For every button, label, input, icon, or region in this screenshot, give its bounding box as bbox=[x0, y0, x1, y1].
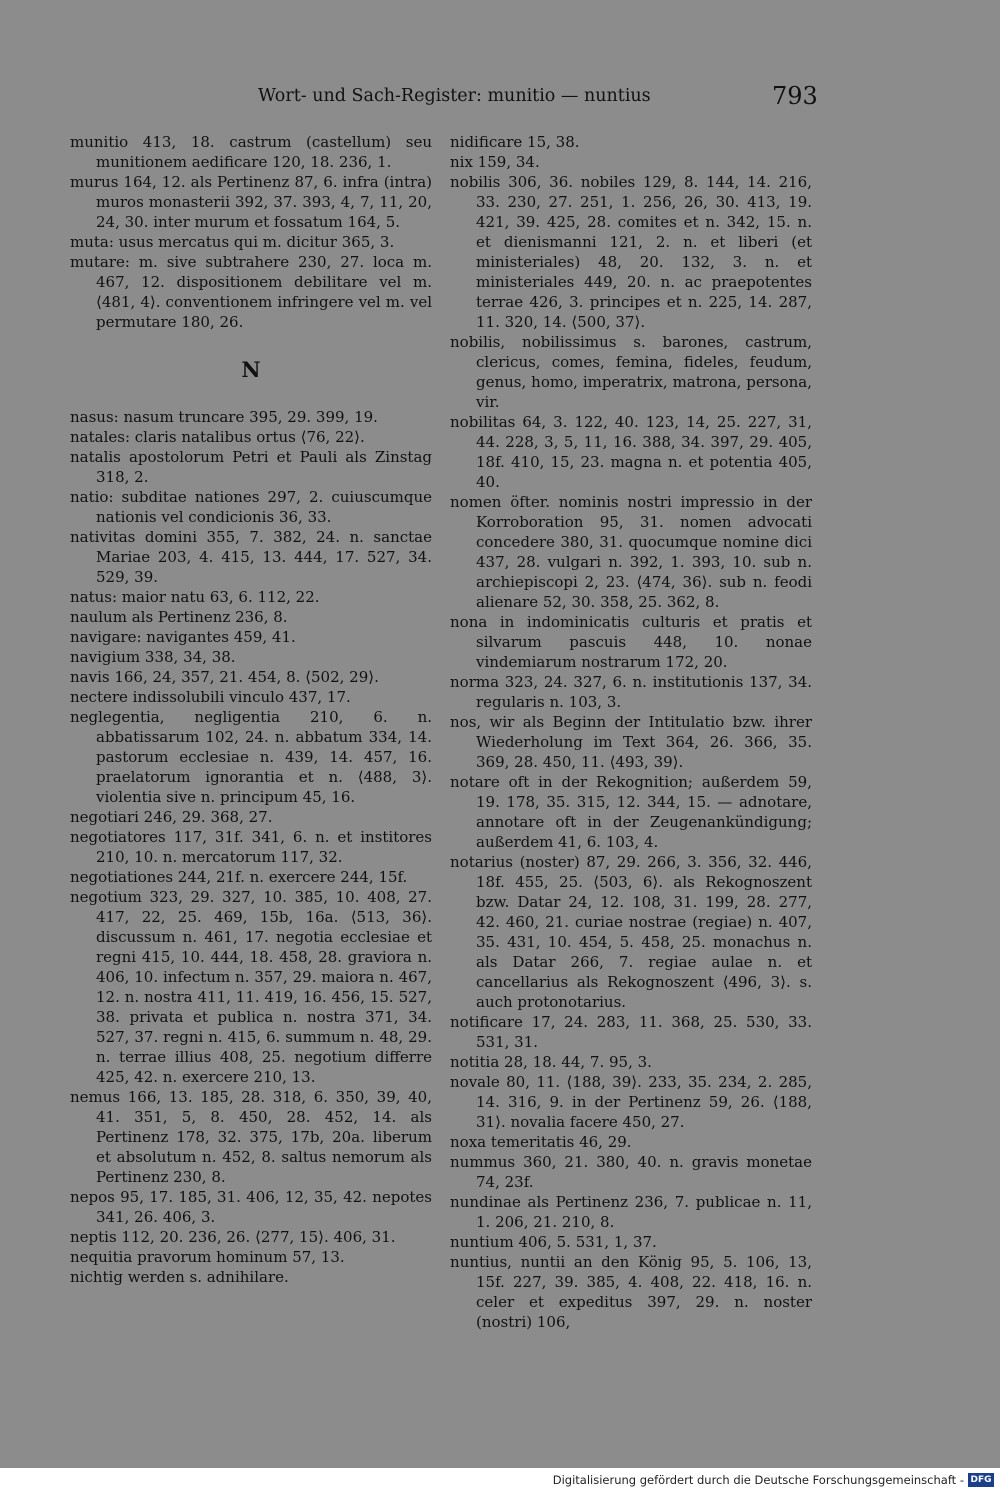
index-entry: neglegentia, negligentia 210, 6. n. abbatissarum 102, 24. n. abbatum 334, 14. pastorum ecclesiae n. 439, 14. 457, 16. praelatorum ignorantia et n. ⟨488, 3⟩. violentia sive n. principum 45, 16. bbox=[70, 708, 432, 806]
index-entry: naulum als Pertinenz 236, 8. bbox=[70, 608, 288, 626]
index-entry: negotiatores 117, 31f. 341, 6. n. et institores 210, 10. n. mercatorum 117, 32. bbox=[70, 828, 432, 866]
index-entry: notarius (noster) 87, 29. 266, 3. 356, 32. 446, 18f. 455, 25. ⟨503, 6⟩. als Rekognoszent bzw. Datar 24, 12. 108, 31. 199, 28. 277, 42. 460, 21. curiae nostrae (regiae) n. 407, 35. 431, 10. 454, 5. 458, 25. monachus n. als Datar 266, 7. regiae aulae n. et cancellarius als Rekognoszent ⟨496, 3⟩. s. auch protonotarius. bbox=[450, 853, 812, 1011]
index-entry: natus: maior natu 63, 6. 112, 22. bbox=[70, 588, 320, 606]
left-column bbox=[70, 132, 432, 1287]
index-entry: nona in indominicatis culturis et pratis et silvarum pascuis 448, 10. nonae vindemiarum nostrarum 172, 20. bbox=[450, 613, 812, 671]
index-entry: nectere indissolubili vinculo 437, 17. bbox=[70, 688, 351, 706]
index-entry: nummus 360, 21. 380, 40. n. gravis monetae 74, 23f. bbox=[450, 1153, 812, 1191]
index-entry: nemus 166, 13. 185, 28. 318, 6. 350, 39, 40, 41. 351, 5, 8. 450, 28. 452, 14. als Pertinenz 178, 32. 375, 17b, 20a. liberum et absolutum n. 452, 8. saltus nemorum als Pertinenz 230, 8. bbox=[70, 1088, 432, 1186]
index-entry: negotium 323, 29. 327, 10. 385, 10. 408, 27. 417, 22, 25. 469, 15b, 16a. ⟨513, 36⟩. discussum n. 461, 17. negotia ecclesiae et regni 415, 10. 444, 18. 458, 28. graviora n. 406, 10. infectum n. 357, 29. maiora n. 467, 12. n. nostra 411, 11. 419, 16. 456, 15. 527, 38. privata et publica n. nostra 371, 34. 527, 37. regni n. 415, 6. summum n. 48, 29. n. terrae illius 408, 25. negotium differre 425, 42. n. exercere 210, 13. bbox=[70, 888, 432, 1086]
index-entry: nequitia pravorum hominum 57, 13. bbox=[70, 1248, 345, 1266]
index-entry: negotiari 246, 29. 368, 27. bbox=[70, 808, 273, 826]
index-entry: nobilis, nobilissimus s. barones, castrum, clericus, comes, femina, fideles, feudum, genus, homo, imperatrix, matrona, persona, vir. bbox=[450, 333, 812, 411]
index-entry: nativitas domini 355, 7. 382, 24. n. sanctae Mariae 203, 4. 415, 13. 444, 17. 527, 34. 529, 39. bbox=[70, 528, 432, 586]
funding-notice: Digitalisierung gefördert durch die Deutsche Forschungsgemeinschaft - bbox=[552, 1473, 964, 1487]
index-entry: nobilitas 64, 3. 122, 40. 123, 14, 25. 227, 31, 44. 228, 3, 5, 11, 16. 388, 34. 397, 29. 405, 18f. 410, 15, 23. magna n. et potentia 405, 40. bbox=[450, 413, 812, 491]
index-entry: norma 323, 24. 327, 6. n. institutionis 137, 34. regularis n. 103, 3. bbox=[450, 673, 812, 711]
index-entry: nos, wir als Beginn der Intitulatio bzw. ihrer Wiederholung im Text 364, 26. 366, 35. 369, 28. 450, 11. ⟨493, 39⟩. bbox=[450, 713, 812, 771]
index-entry: nomen öfter. nominis nostri impressio in der Korroboration 95, 31. nomen advocati concedere 380, 31. quocumque nomine dici 437, 28. vulgari n. 392, 1. 393, 10. sub n. archiepiscopi 2, 23. ⟨474, 36⟩. sub n. feodi alienare 52, 30. 358, 25. 362, 8. bbox=[450, 493, 812, 611]
index-entry: natio: subditae nationes 297, 2. cuiuscumque nationis vel condicionis 36, 33. bbox=[70, 488, 432, 526]
index-entry: navigare: navigantes 459, 41. bbox=[70, 628, 296, 646]
index-entry: navis 166, 24, 357, 21. 454, 8. ⟨502, 29⟩. bbox=[70, 668, 379, 686]
index-entry: nobilis 306, 36. nobiles 129, 8. 144, 14. 216, 33. 230, 27. 251, 1. 256, 26, 30. 413, 19. 421, 39. 425, 28. comites et n. 342, 15. n. et dienismanni 121, 2. n. et liberi (et ministeriales) 48, 20. 132, 3. n. et ministeriales 449, 20. n. ac praepotentes terrae 426, 3. principes et n. 225, 14. 287, 11. 320, 14. ⟨500, 37⟩. bbox=[450, 173, 812, 331]
index-entry: nidificare 15, 38. bbox=[450, 133, 580, 151]
index-entry: notitia 28, 18. 44, 7. 95, 3. bbox=[450, 1053, 652, 1071]
index-entry: natalis apostolorum Petri et Pauli als Zinstag 318, 2. bbox=[70, 448, 432, 486]
index-entry: noxa temeritatis 46, 29. bbox=[450, 1133, 632, 1151]
index-entry: neptis 112, 20. 236, 26. ⟨277, 15⟩. 406, 31. bbox=[70, 1228, 396, 1246]
index-entry: nix 159, 34. bbox=[450, 153, 540, 171]
index-entry: nuntium 406, 5. 531, 1, 37. bbox=[450, 1233, 657, 1251]
footer-bar bbox=[0, 1468, 1000, 1493]
index-entry: murus 164, 12. als Pertinenz 87, 6. infra (intra) muros monasterii 392, 37. 393, 4, 7, 11, 20, 24, 30. inter murum et fossatum 164, 5. bbox=[70, 173, 432, 231]
index-entry: nundinae als Pertinenz 236, 7. publicae n. 11, 1. 206, 21. 210, 8. bbox=[450, 1193, 812, 1231]
index-entry: novale 80, 11. ⟨188, 39⟩. 233, 35. 234, 2. 285, 14. 316, 9. in der Pertinenz 59, 26. ⟨188, 31⟩. novalia facere 450, 27. bbox=[450, 1073, 812, 1131]
index-entry: negotiationes 244, 21f. n. exercere 244, 15f. bbox=[70, 868, 408, 886]
dfg-logo-icon: DFG bbox=[968, 1473, 994, 1487]
section-letter-heading: N bbox=[241, 357, 261, 382]
index-entry: notare oft in der Rekognition; außerdem 59, 19. 178, 35. 315, 12. 344, 15. — adnotare, annotare oft in der Zeugenankündigung; außerdem 41, 6. 103, 4. bbox=[450, 773, 812, 851]
index-entry: nichtig werden s. adnihilare. bbox=[70, 1268, 289, 1286]
index-entry: nasus: nasum truncare 395, 29. 399, 19. bbox=[70, 408, 378, 426]
running-header-title: Wort- und Sach-Register: munitio — nuntius bbox=[258, 86, 651, 106]
index-entry: mutare: m. sive subtrahere 230, 27. loca m. 467, 12. dispositionem debilitare vel m. ⟨481, 4⟩. conventionem infringere vel m. vel permutare 180, 26. bbox=[70, 253, 432, 331]
page-number: 793 bbox=[772, 82, 818, 110]
index-entry: nuntius, nuntii an den König 95, 5. 106, 13, 15f. 227, 39. 385, 4. 408, 22. 418, 16. n. celer et expeditus 397, 29. n. noster (nostri) 106, bbox=[450, 1253, 812, 1331]
index-entry: nepos 95, 17. 185, 31. 406, 12, 35, 42. nepotes 341, 26. 406, 3. bbox=[70, 1188, 432, 1226]
index-entry: navigium 338, 34, 38. bbox=[70, 648, 236, 666]
index-entry: munitio 413, 18. castrum (castellum) seu munitionem aedificare 120, 18. 236, 1. bbox=[70, 133, 432, 171]
right-column bbox=[450, 132, 812, 1332]
index-entry: muta: usus mercatus qui m. dicitur 365, 3. bbox=[70, 233, 395, 251]
index-entry: natales: claris natalibus ortus ⟨76, 22⟩. bbox=[70, 428, 365, 446]
index-entry: notificare 17, 24. 283, 11. 368, 25. 530, 33. 531, 31. bbox=[450, 1013, 812, 1051]
